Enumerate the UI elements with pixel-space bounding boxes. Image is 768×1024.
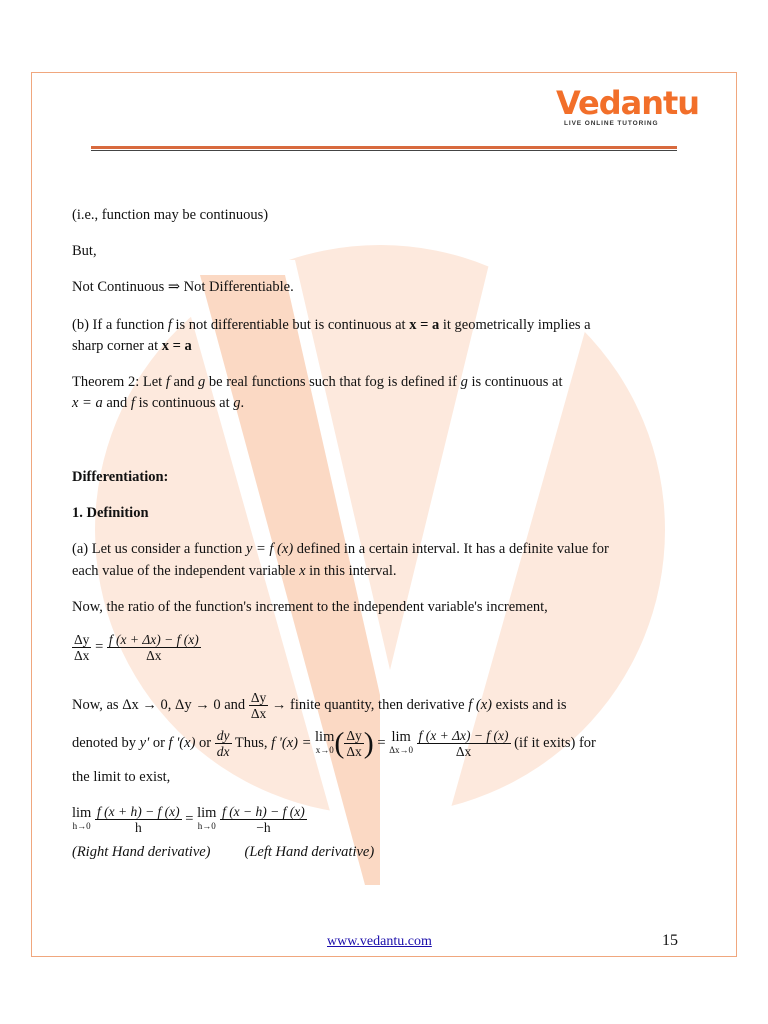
logo-word: Vedantu: [556, 84, 700, 122]
subsection-heading: 1. Definition: [72, 505, 149, 521]
header-rule: [91, 146, 677, 149]
text-line: each value of the independent variable x in this interval.: [72, 563, 397, 579]
text-line: the limit to exist,: [72, 769, 171, 785]
text-line-derivative: denoted by y' or f '(x) or $\frac{dy}{dx}$ Thus, f '(x) = lim x→0 ( $\frac{\Delta y}{\Delta x}$ ) = lim Δx→0 $\frac{f (x + \Delta x) - f (x)}{\Delta x}$ (if it exits) for: [72, 726, 596, 760]
text-line: (b) If a function f is not differentiable but is continuous at x = a it geometrically implies a: [72, 317, 591, 333]
text-line: Theorem 2: Let f and g be real functions such that fog is defined if g is continuous at: [72, 374, 563, 390]
equation-ratio: $\frac{\Delta y}{\Delta x}$ = $\frac{f (x + \Delta x) - f (x)}{\Delta x}$: [74, 632, 199, 663]
text-line: But,: [72, 243, 97, 259]
text-line: sharp corner at x = a: [72, 338, 192, 354]
section-heading: Differentiation:: [72, 469, 169, 485]
derivative-labels: (Right Hand derivative) (Left Hand derivative): [72, 844, 375, 860]
text-line: Now, as Δx → 0, Δy → 0 and $\frac{\Delta y}{\Delta x}$ → finite quantity, then derivative f (x) exists and is: [72, 690, 567, 721]
vedantu-logo: [556, 84, 700, 127]
text-line: (a) Let us consider a function y = f (x) defined in a certain interval. It has a definite value for: [72, 541, 609, 557]
text-line: (i.e., function may be continuous): [72, 207, 269, 223]
header-rule-thin: [91, 150, 677, 151]
logo-tagline: LIVE ONLINE TUTORING: [564, 120, 659, 127]
text-line: Now, the ratio of the function's increment to the independent variable's increment,: [72, 599, 548, 615]
footer-website-link[interactable]: www.vedantu.com: [327, 934, 432, 949]
text-line: x = a and f is continuous at g.: [72, 395, 245, 411]
page-number: 15: [662, 932, 678, 949]
text-line: Not Continuous ⇒ Not Differentiable.: [72, 279, 294, 295]
equation-limit: lim h→0 $\frac{f (x + h) - f (x)}{h}$ = lim h→0 $\frac{f (x - h) - f (x)}{-h}$: [72, 804, 305, 835]
